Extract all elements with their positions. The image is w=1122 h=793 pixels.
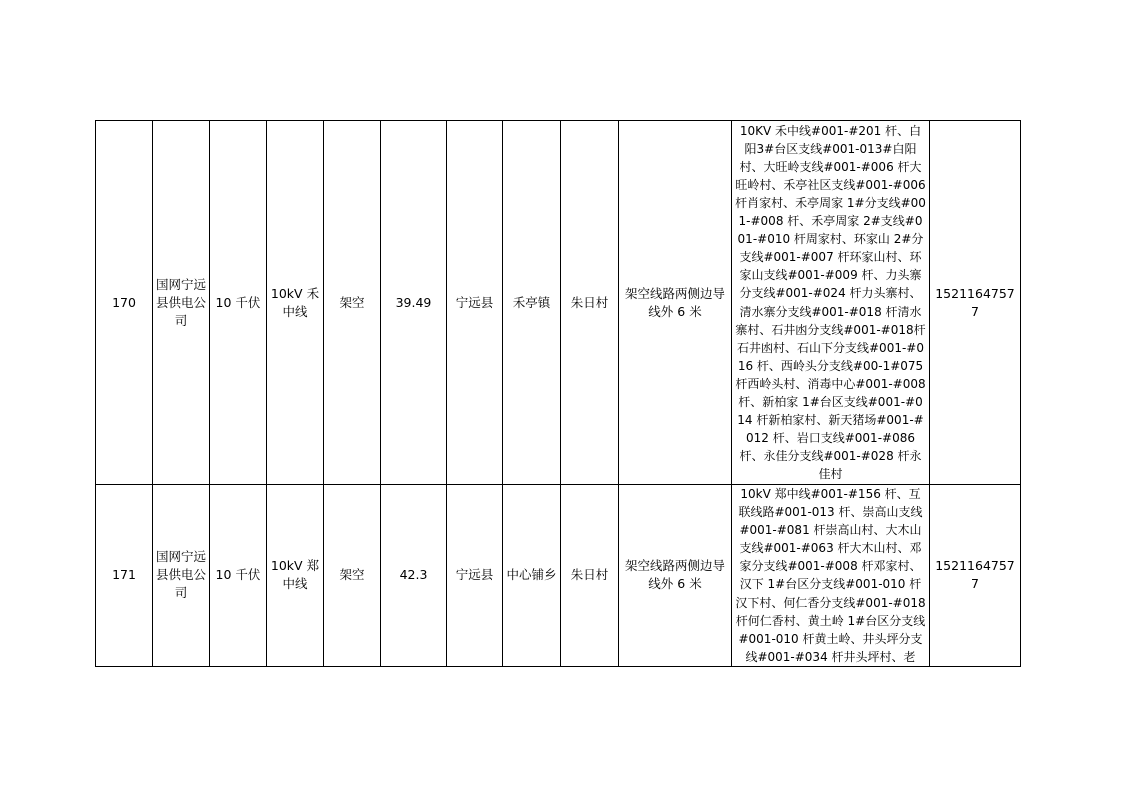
voltage-cell: 10 千伏 xyxy=(210,121,267,485)
company-cell: 国网宁远县供电公司 xyxy=(153,485,210,667)
table-row xyxy=(96,121,1021,485)
protection-zone-cell: 架空线路两侧边导线外 6 米 xyxy=(619,121,732,485)
line-description-cell: 10kV 郑中线#001-#156 杆、互联线路#001-013 杆、崇高山支线#001-#081 杆崇高山村、大木山支线#001-#063 杆大木山村、邓家分支线#001-#008 杆邓家村、汉下 1#台区分支线#001-010 杆汉下村、何仁香分支线#001-#018杆何仁香村、黄土岭 1#台区分支线#001-010 杆黄土岭、井头坪分支线#001-#034 杆井头坪村、老 xyxy=(732,485,930,667)
town-cell: 禾亭镇 xyxy=(503,121,561,485)
row-id: 170 xyxy=(96,121,153,485)
line-description-cell: 10KV 禾中线#001-#201 杆、白阳3#台区支线#001-013#白阳村、大旺岭支线#001-#006 杆大旺岭村、禾亭社区支线#001-#006 杆肖家村、禾亭周家 1#分支线#001-#008 杆、禾亭周家 2#支线#001-#010 杆周家村、环家山 2#分支线#001-#007 杆环家山村、环家山支线#001-#009 杆、力头寨分支线#001-#024 杆力头寨村、清水寨分支线#001-#018 杆清水寨村、石井凼分支线#001-#018杆石井凼村、石山下分支线#001-#016 杆、西岭头分支线#00-1#075 杆西岭头村、消毒中心#001-#008 杆、新柏家 1#台区支线#001-#014 杆新柏家村、新天猪场#001-#012 杆、岩口支线#001-#086 杆、永佳分支线#001-#028 杆永佳村 xyxy=(732,121,930,485)
village-cell: 朱日村 xyxy=(561,485,619,667)
length-cell: 39.49 xyxy=(381,121,447,485)
laying-type-cell: 架空 xyxy=(324,121,381,485)
town-cell: 中心铺乡 xyxy=(503,485,561,667)
protection-zone-cell: 架空线路两侧边导线外 6 米 xyxy=(619,485,732,667)
phone-cell: 15211647577 xyxy=(930,121,1021,485)
village-cell: 朱日村 xyxy=(561,121,619,485)
laying-type-cell: 架空 xyxy=(324,485,381,667)
county-cell: 宁远县 xyxy=(447,485,503,667)
company-cell: 国网宁远县供电公司 xyxy=(153,121,210,485)
line-name-cell: 10kV 禾中线 xyxy=(267,121,324,485)
voltage-cell: 10 千伏 xyxy=(210,485,267,667)
data-table xyxy=(95,120,1021,667)
length-cell: 42.3 xyxy=(381,485,447,667)
row-id: 171 xyxy=(96,485,153,667)
county-cell: 宁远县 xyxy=(447,121,503,485)
phone-cell: 15211647577 xyxy=(930,485,1021,667)
line-name-cell: 10kV 郑中线 xyxy=(267,485,324,667)
table-row xyxy=(96,485,1021,667)
